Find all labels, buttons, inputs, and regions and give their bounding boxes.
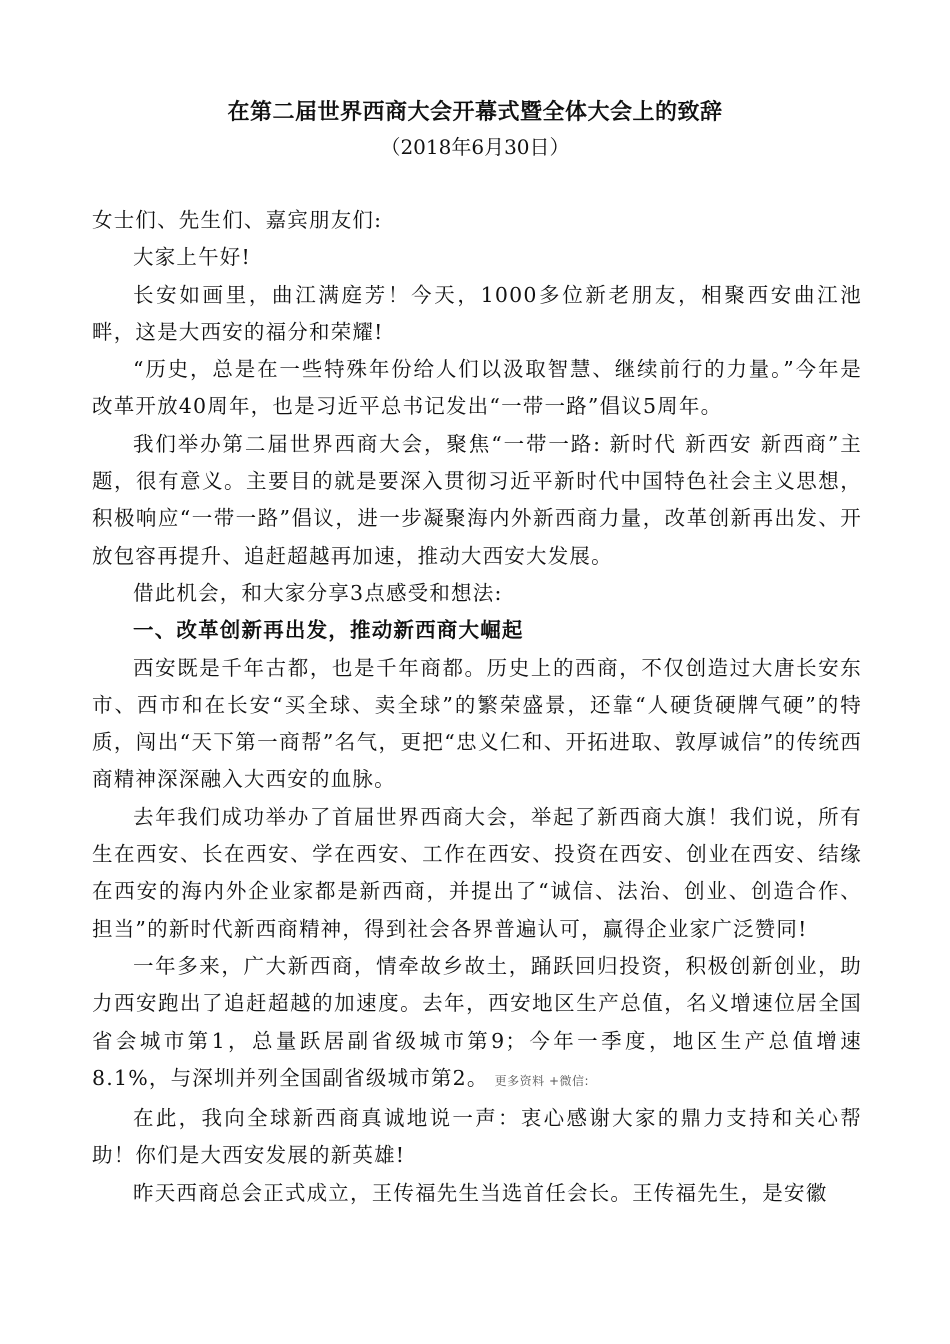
speech-date: （2018年6月30日）	[380, 135, 570, 159]
speech-body	[92, 202, 862, 1212]
paragraph-thanks: 在此，我向全球新西商真诚地说一声：衷心感谢大家的鼎力支持和关心帮助！你们是大西安发展的新英雄!	[92, 1106, 862, 1168]
paragraph-council-chair: 昨天西商总会正式成立，王传福先生当选首任会长。王传福先生，是安徽	[133, 1180, 828, 1205]
paragraph-greeting: 大家上午好!	[133, 245, 251, 270]
economy-text: 一年多来，广大新西商，情牵故乡故土，踊跃回归投资，积极创新创业，助力西安跑出了追赶超越的加速度。去年，西安地区生产总值，名义增速位居全国省会城市第1，总量跃居副省级城市第9；今年一季度，地区生产总值增速8.1%，与深圳并列全国副省级城市第2。	[92, 953, 862, 1090]
paragraph-share-intro: 借此机会，和大家分享3点感受和想法:	[133, 580, 503, 605]
paragraph-first-conference: 去年我们成功举办了首届世界西商大会，举起了新西商大旗！我们说，所有生在西安、长在西安、学在西安、工作在西安、投资在西安、创业在西安、结缘在西安的海内外企业家都是新西商，并提出了“诚信、法治、创业、创造合作、担当”的新时代新西商精神，得到社会各界普遍认可，赢得企业家广泛赞同!	[92, 804, 862, 941]
paragraph-economy	[92, 948, 862, 1100]
salutation: 女士们、先生们、嘉宾朋友们:	[92, 208, 383, 232]
paragraph-opening: 长安如画里，曲江满庭芳！今天，1000多位新老朋友，相聚西安曲江池畔，这是大西安的福分和荣耀!	[92, 282, 862, 344]
section-heading-1: 一、改革创新再出发，推动新西商大崛起	[133, 618, 524, 643]
paragraph-xian-history: 西安既是千年古都，也是千年商都。历史上的西商，不仅创造过大唐长安东市、西市和在长安“买全球、卖全球”的繁荣盛景，还靠“人硬货硬牌气硬”的特质，闯出“天下第一商帮”名气，更把“忠义仁和、开拓进取、敦厚诚信”的传统西商精神深深融入大西安的血脉。	[92, 655, 862, 792]
watermark-note: 更多资料 +微信:	[494, 1073, 590, 1088]
paragraph-history-quote: “历史，总是在一些特殊年份给人们以汲取智慧、继续前行的力量。”今年是改革开放40周年，也是习近平总书记发出“一带一路”倡议5周年。	[92, 357, 862, 419]
page-title: 在第二届世界西商大会开幕式暨全体大会上的致辞	[227, 99, 723, 125]
paragraph-conference-purpose: 我们举办第二届世界西商大会，聚焦“一带一路: 新时代 新西安 新西商”主题，很有意义。主要目的就是要深入贯彻习近平新时代中国特色社会主义思想，积极响应“一带一路”倡议，进一步凝聚海内外新西商力量，改革创新再出发、开放包容再提升、追赶超越再加速，推动大西安大发展。	[92, 431, 862, 568]
